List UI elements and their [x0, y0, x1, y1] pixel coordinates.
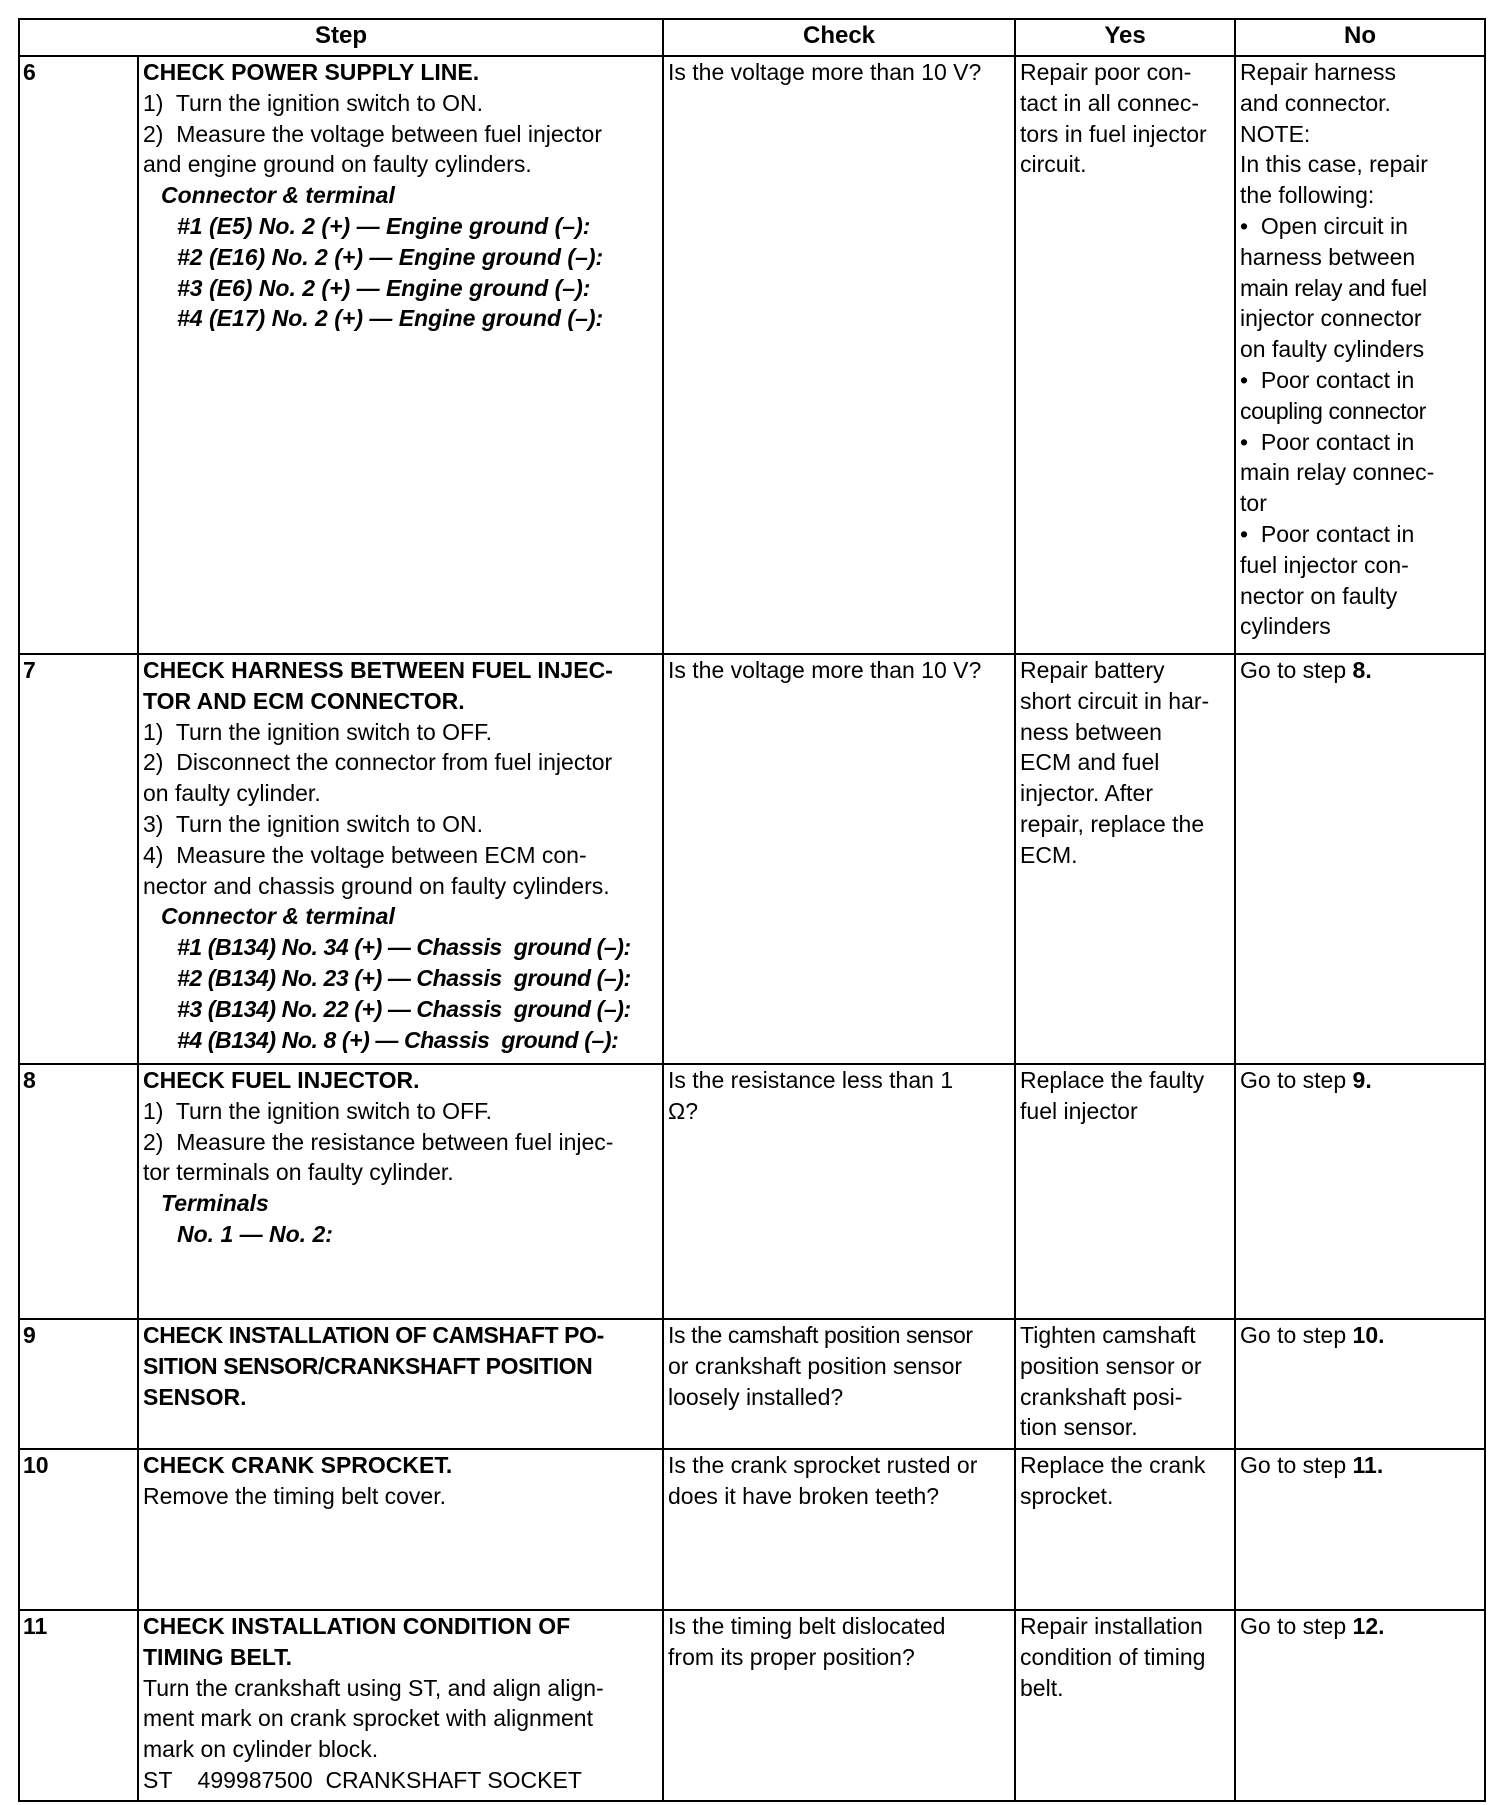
- table-row-step-6: [19, 56, 1485, 654]
- no-line: • Poor contact in: [1240, 428, 1415, 455]
- instruction-line: Turn the crankshaft using ST, and align align-: [143, 1674, 604, 1701]
- go-to-step: 8.: [1352, 657, 1372, 683]
- no-line: [1240, 655, 1480, 686]
- spec-item: No. 1 — No. 2:: [177, 1220, 333, 1247]
- instruction-line: 1) Turn the ignition switch to OFF.: [143, 718, 492, 745]
- yes-line: position sensor or: [1020, 1352, 1202, 1379]
- check-line: Is the timing belt dislocated: [668, 1613, 946, 1639]
- yes-line: Tighten camshaft: [1020, 1322, 1196, 1348]
- go-to-label: Go to step: [1240, 657, 1353, 683]
- yes-line: condition of timing: [1020, 1643, 1206, 1670]
- instruction-line: 1) Turn the ignition switch to ON.: [143, 89, 484, 116]
- no-cell: [1235, 654, 1485, 1064]
- go-to-label: Go to step: [1240, 1322, 1353, 1348]
- step-number: 10: [19, 1449, 138, 1610]
- spec-item: #2 (E16) No. 2 (+) — Engine ground (–):: [177, 243, 604, 270]
- yes-line: Replace the faulty: [1020, 1067, 1205, 1093]
- no-cell: [1235, 1449, 1485, 1610]
- no-line: In this case, repair: [1240, 151, 1428, 178]
- check-line: Is the voltage more than 10 V?: [668, 657, 982, 683]
- step-title: SITION SENSOR/CRANKSHAFT POSITION: [143, 1352, 593, 1379]
- no-line: [1240, 1065, 1480, 1096]
- no-line: harness between: [1240, 243, 1416, 270]
- instruction-line: tor terminals on faulty cylinder.: [143, 1159, 454, 1186]
- step-description: [138, 1449, 663, 1610]
- go-to-label: Go to step: [1240, 1452, 1353, 1478]
- check-line: Is the resistance less than 1: [668, 1067, 954, 1093]
- instruction-line: 2) Measure the resistance between fuel injec-: [143, 1128, 614, 1155]
- check-cell: [663, 1610, 1015, 1801]
- table-row-step-9: [19, 1319, 1485, 1449]
- instruction-line: 3) Turn the ignition switch to ON.: [143, 810, 484, 837]
- instruction-line: mark on cylinder block.: [143, 1736, 379, 1763]
- no-line: injector connector: [1240, 305, 1422, 332]
- step-number: 8: [19, 1064, 138, 1319]
- no-line: [1240, 1320, 1480, 1351]
- instruction-line: and engine ground on faulty cylinders.: [143, 151, 532, 178]
- instruction-line: ment mark on crank sprocket with alignment: [143, 1705, 593, 1732]
- go-to-label: Go to step: [1240, 1067, 1353, 1093]
- yes-line: fuel injector: [1020, 1097, 1138, 1124]
- step-description: [138, 56, 663, 654]
- instruction-line: on faulty cylinder.: [143, 780, 321, 807]
- check-line: does it have broken teeth?: [668, 1482, 940, 1509]
- instruction-line: nector and chassis ground on faulty cylinders.: [143, 872, 610, 899]
- check-cell: [663, 1449, 1015, 1610]
- step-description: [138, 1064, 663, 1319]
- check-cell: [663, 654, 1015, 1064]
- no-line: NOTE:: [1240, 120, 1311, 147]
- no-line: coupling connector: [1240, 397, 1426, 424]
- yes-line: Repair poor con-: [1020, 59, 1192, 85]
- table-row-step-7: [19, 654, 1485, 1064]
- yes-line: sprocket.: [1020, 1482, 1114, 1509]
- instruction-line: 2) Disconnect the connector from fuel injector: [143, 749, 613, 776]
- step-number: 7: [19, 654, 138, 1064]
- step-title: CHECK INSTALLATION OF CAMSHAFT PO-: [143, 1322, 604, 1348]
- yes-line: Replace the crank: [1020, 1452, 1206, 1478]
- instruction-line: Remove the timing belt cover.: [143, 1482, 446, 1509]
- step-title: SENSOR.: [143, 1383, 247, 1410]
- step-title: TIMING BELT.: [143, 1643, 293, 1670]
- spec-item: #4 (B134) No. 8 (+) — Chassis ground (–):: [177, 1026, 619, 1053]
- go-to-label: Go to step: [1240, 1613, 1353, 1639]
- no-line: • Open circuit in: [1240, 212, 1408, 239]
- no-line: • Poor contact in: [1240, 520, 1415, 547]
- yes-cell: [1015, 1064, 1235, 1319]
- no-line: • Poor contact in: [1240, 366, 1415, 393]
- no-line: cylinders: [1240, 613, 1331, 640]
- check-line: Is the crank sprocket rusted or: [668, 1452, 978, 1478]
- yes-line: circuit.: [1020, 151, 1087, 178]
- yes-cell: [1015, 1610, 1235, 1801]
- no-cell: [1235, 1064, 1485, 1319]
- spec-title: Connector & terminal: [161, 903, 395, 930]
- yes-line: Repair battery: [1020, 657, 1165, 683]
- check-line: or crankshaft position sensor: [668, 1352, 963, 1379]
- yes-line: belt.: [1020, 1674, 1064, 1701]
- no-cell: [1235, 1319, 1485, 1449]
- yes-line: repair, replace the: [1020, 810, 1205, 837]
- instruction-line: 2) Measure the voltage between fuel injector: [143, 120, 602, 147]
- go-to-step: 9.: [1352, 1067, 1372, 1093]
- step-number: 9: [19, 1319, 138, 1449]
- yes-line: short circuit in har-: [1020, 687, 1210, 714]
- no-line: tor: [1240, 490, 1267, 517]
- diagnostic-table-page: [18, 18, 1486, 1805]
- spec-title: Terminals: [161, 1190, 269, 1217]
- instruction-line: 4) Measure the voltage between ECM con-: [143, 841, 587, 868]
- no-line: [1240, 1450, 1480, 1481]
- yes-cell: [1015, 1319, 1235, 1449]
- yes-line: injector. After: [1020, 780, 1153, 807]
- header-row: [19, 19, 1485, 56]
- yes-cell: [1015, 1449, 1235, 1610]
- spec-item: #1 (E5) No. 2 (+) — Engine ground (–):: [177, 212, 591, 239]
- no-line: Repair harness: [1240, 59, 1396, 85]
- no-line: the following:: [1240, 182, 1375, 209]
- step-description: [138, 654, 663, 1064]
- go-to-step: 12.: [1352, 1613, 1385, 1639]
- check-line: Is the camshaft position sensor: [668, 1322, 973, 1348]
- yes-line: ness between: [1020, 718, 1162, 745]
- yes-line: ECM.: [1020, 841, 1078, 868]
- no-line: fuel injector con-: [1240, 551, 1409, 578]
- yes-cell: [1015, 654, 1235, 1064]
- step-title: CHECK FUEL INJECTOR.: [143, 1067, 420, 1093]
- yes-line: tion sensor.: [1020, 1414, 1138, 1441]
- check-cell: [663, 1319, 1015, 1449]
- yes-line: ECM and fuel: [1020, 749, 1160, 776]
- step-title: TOR AND ECM CONNECTOR.: [143, 687, 465, 714]
- no-line: on faulty cylinders: [1240, 336, 1425, 363]
- yes-line: tors in fuel injector: [1020, 120, 1207, 147]
- no-cell: [1235, 56, 1485, 654]
- spec-item: #2 (B134) No. 23 (+) — Chassis ground (–):: [177, 964, 631, 991]
- check-line: loosely installed?: [668, 1383, 844, 1410]
- step-title: CHECK INSTALLATION CONDITION OF: [143, 1613, 571, 1639]
- step-title: CHECK CRANK SPROCKET.: [143, 1452, 453, 1478]
- table-row-step-11: [19, 1610, 1485, 1801]
- header-step: Step: [19, 19, 663, 56]
- yes-line: crankshaft posi-: [1020, 1383, 1183, 1410]
- spec-item: #3 (E6) No. 2 (+) — Engine ground (–):: [177, 274, 591, 301]
- no-line: [1240, 1611, 1480, 1642]
- no-line: and connector.: [1240, 89, 1391, 116]
- step-number: 6: [19, 56, 138, 654]
- step-number: 11: [19, 1610, 138, 1801]
- header-yes: Yes: [1015, 19, 1235, 56]
- header-no: No: [1235, 19, 1485, 56]
- step-description: [138, 1319, 663, 1449]
- no-cell: [1235, 1610, 1485, 1801]
- check-cell: [663, 1064, 1015, 1319]
- spec-item: #4 (E17) No. 2 (+) — Engine ground (–):: [177, 305, 604, 332]
- spec-item: #3 (B134) No. 22 (+) — Chassis ground (–):: [177, 995, 631, 1022]
- go-to-step: 10.: [1352, 1322, 1385, 1348]
- spec-item: #1 (B134) No. 34 (+) — Chassis ground (–):: [177, 934, 631, 961]
- spec-title: Connector & terminal: [161, 182, 395, 209]
- step-title: CHECK POWER SUPPLY LINE.: [143, 59, 480, 85]
- no-line: nector on faulty: [1240, 582, 1398, 609]
- yes-line: tact in all connec-: [1020, 89, 1199, 116]
- check-line: Is the voltage more than 10 V?: [668, 59, 982, 85]
- yes-cell: [1015, 56, 1235, 654]
- table-row-step-8: [19, 1064, 1485, 1319]
- step-title: CHECK HARNESS BETWEEN FUEL INJEC-: [143, 657, 613, 683]
- check-line: Ω?: [668, 1097, 699, 1124]
- step-description: [138, 1610, 663, 1801]
- yes-line: Repair installation: [1020, 1613, 1203, 1639]
- header-check: Check: [663, 19, 1015, 56]
- check-cell: [663, 56, 1015, 654]
- go-to-step: 11.: [1352, 1452, 1384, 1478]
- instruction-line: 1) Turn the ignition switch to OFF.: [143, 1097, 492, 1124]
- check-line: from its proper position?: [668, 1643, 915, 1670]
- instruction-line: ST 499987500 CRANKSHAFT SOCKET: [143, 1766, 582, 1793]
- table-row-step-10: [19, 1449, 1485, 1610]
- no-line: main relay and fuel: [1240, 274, 1427, 301]
- no-line: main relay connec-: [1240, 459, 1435, 486]
- diagnostic-table: [18, 18, 1486, 1802]
